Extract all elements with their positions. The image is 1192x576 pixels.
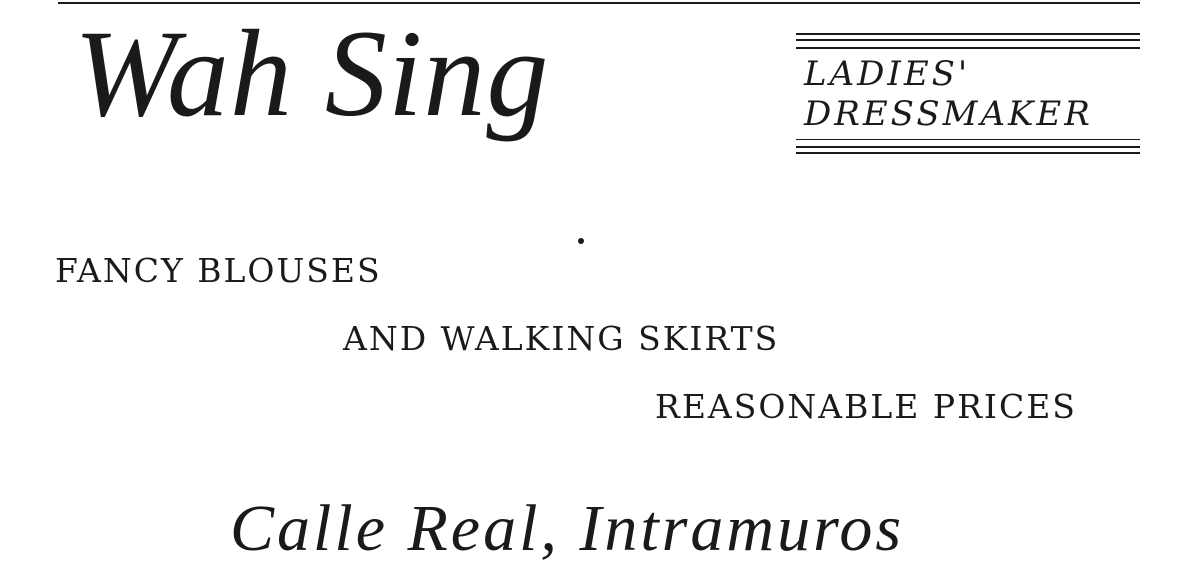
box-rule [796,146,1140,148]
ad-line-reasonable-prices: REASONABLE PRICES [655,387,1077,426]
box-rule [796,39,1140,41]
top-rule [58,2,1140,4]
ad-line-fancy-blouses: FANCY BLOUSES [55,251,382,290]
box-rule [796,33,1140,35]
trade-line-dressmaker: DRESSMAKER [804,94,1093,134]
box-rule [796,47,1140,49]
ad-line-walking-skirts: AND WALKING SKIRTS [343,319,780,358]
box-rule [796,152,1140,154]
trade-line-ladies: LADIES' [804,54,971,94]
ornament-dot [578,238,584,244]
address: Calle Real, Intramuros [230,492,905,565]
trade-box [796,33,1140,155]
brand-name: Wah Sing [74,5,550,142]
box-rule [796,139,1140,140]
